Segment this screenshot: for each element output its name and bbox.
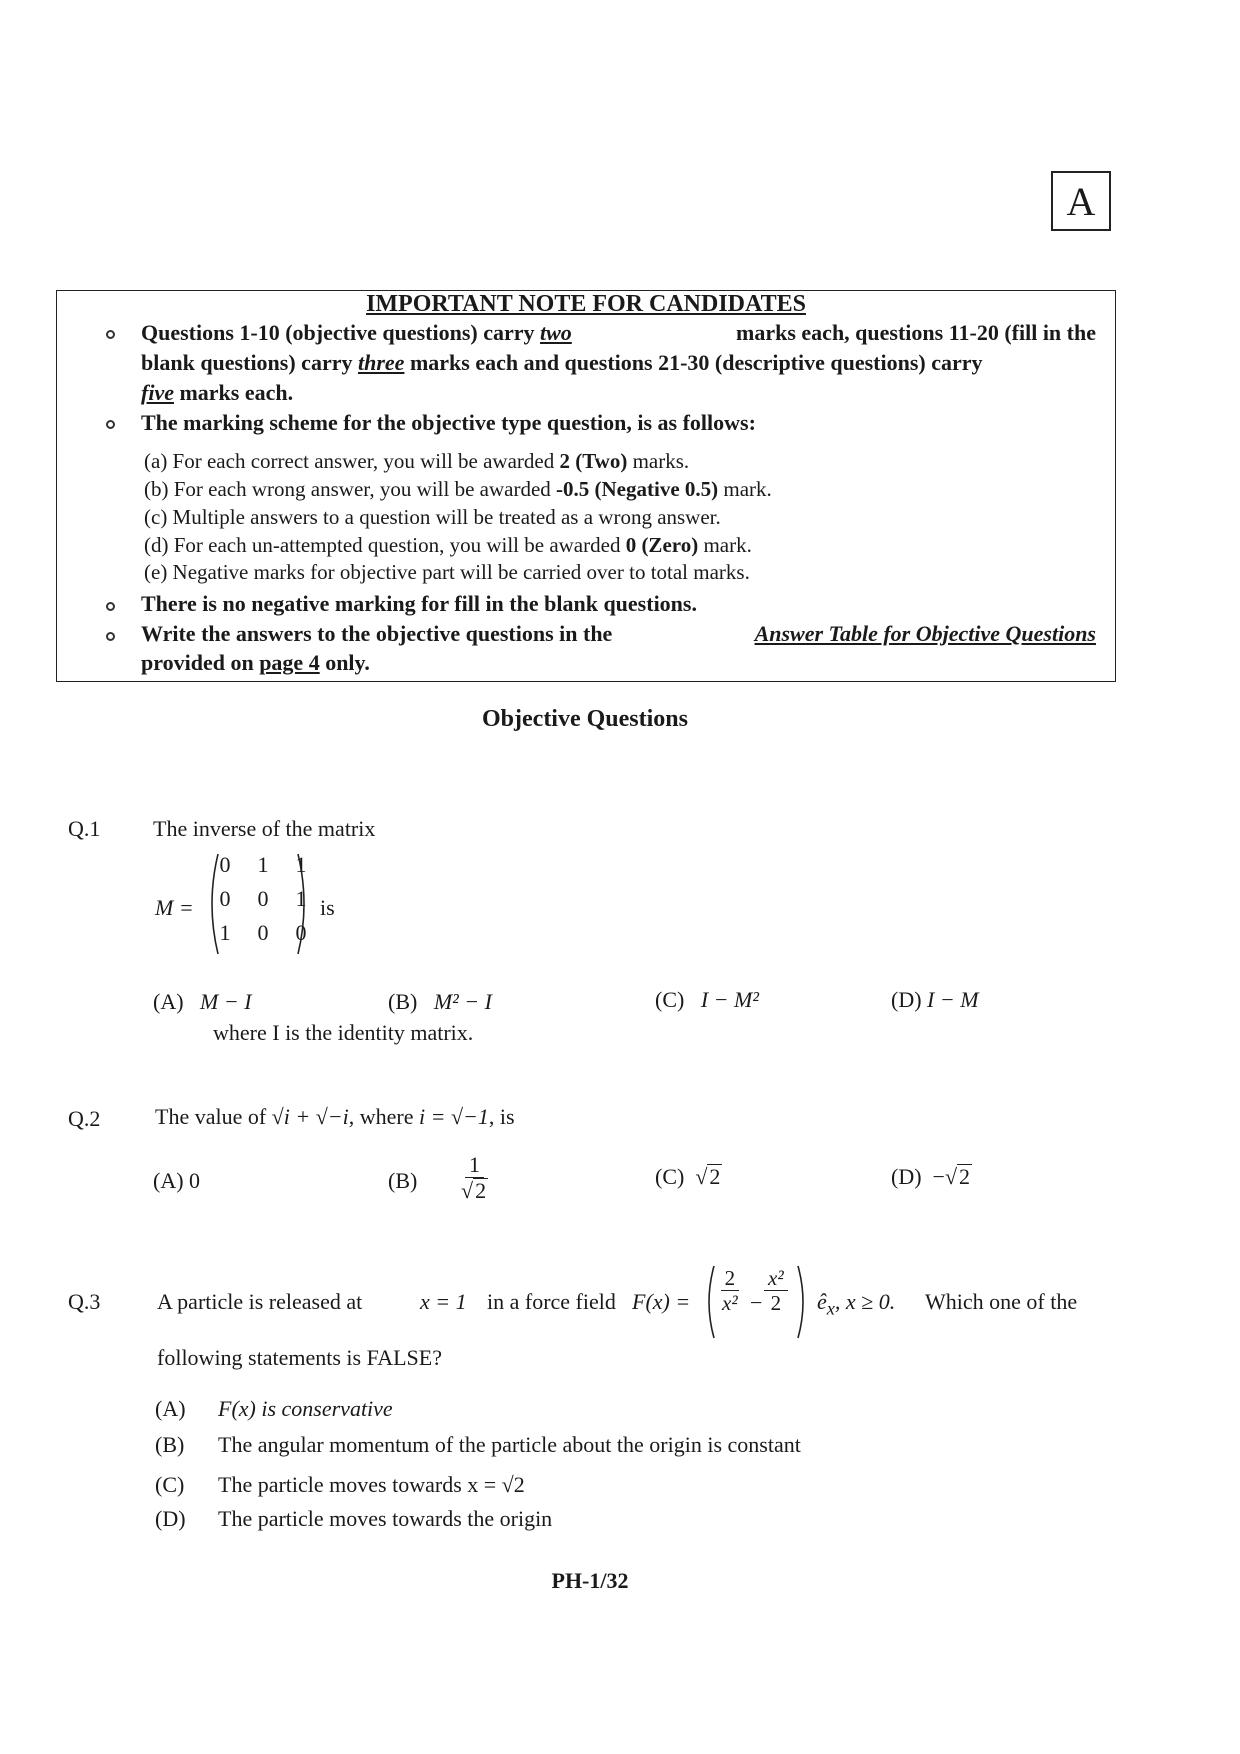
q3-option-a-text: F(x) is conservative xyxy=(218,1396,393,1421)
matrix-cell: 0 xyxy=(219,852,231,877)
q3-option-d-text: The particle moves towards the origin xyxy=(218,1506,553,1531)
q2-option-c: (C) √ 2 xyxy=(655,1164,721,1189)
section-heading: Objective Questions xyxy=(482,706,688,732)
q1-option-d: (D) I − M xyxy=(891,987,979,1012)
bullet-1-dot xyxy=(106,330,115,339)
q1-matrix xyxy=(206,852,320,946)
matrix-cell: 0 xyxy=(295,920,307,945)
q1-lhs: M = xyxy=(155,895,194,920)
matrix-cell: 1 xyxy=(295,886,307,911)
q3-text-a: A particle is released at xyxy=(157,1289,363,1314)
q3-x1: x = 1 xyxy=(420,1289,467,1314)
scheme-e: (e) Negative marks for objective part will be carried over to total marks. xyxy=(144,560,750,584)
emph-five: five xyxy=(141,380,174,405)
bullet-4-line-2: provided on page 4 only. xyxy=(141,650,370,675)
scheme-b: (b) For each wrong answer, you will be awarded -0.5 (Negative 0.5) mark. xyxy=(144,477,772,501)
q3-option-d-label: (D) xyxy=(155,1506,186,1531)
q3-option-b-text: The angular momentum of the particle about the origin is constant xyxy=(218,1432,801,1457)
emph-two: two xyxy=(540,320,572,345)
matrix-cell: 0 xyxy=(257,920,269,945)
q1-note: where I is the identity matrix. xyxy=(213,1020,474,1045)
q2-where: i = √−1 xyxy=(419,1104,489,1129)
q2-option-d: (D) −√ 2 xyxy=(891,1164,971,1189)
q1-option-a: (A) M − I xyxy=(153,989,252,1014)
bullet-1-line-3: five marks each. xyxy=(141,380,294,405)
q3-field-frac2: $\frac{\text{x²}}{2}$ xyxy=(764,1266,788,1315)
bullet-4-line-1: Write the answers to the objective questions in the Answer Table for Objective Questions xyxy=(141,621,1096,646)
scheme-a: (a) For each correct answer, you will be awarded 2 (Two) marks. xyxy=(144,449,690,473)
matrix-cell: 1 xyxy=(257,852,269,877)
q3-option-b-label: (B) xyxy=(155,1432,185,1457)
q2-expr: √i + √−i xyxy=(271,1104,349,1129)
matrix-cell: 1 xyxy=(295,852,307,877)
bullet-3-dot xyxy=(106,602,115,611)
q2-option-b-value: 1 √ 2 xyxy=(461,1152,487,1204)
set-code-box xyxy=(1051,171,1111,231)
q3-text-c: Which one of the xyxy=(925,1289,1078,1314)
matrix-cell: 0 xyxy=(257,886,269,911)
q3-unit-vector: $ê_x$, x ≥ 0. xyxy=(817,1289,896,1319)
scheme-d: (d) For each un-attempted question, you will be awarded 0 (Zero) mark. xyxy=(144,533,752,557)
matrix-cell: 1 xyxy=(219,920,231,945)
q2-text: The value of √i + √−i, where i = √−1, is xyxy=(155,1104,515,1129)
q3-option-c-text: The particle moves towards x = √2 xyxy=(218,1472,525,1497)
q2-option-b-label: (B) xyxy=(388,1168,418,1193)
bullet-4-dot xyxy=(106,632,115,641)
q1-option-c: (C) I − M² xyxy=(655,987,759,1012)
bullet-2-dot xyxy=(106,420,115,429)
note-title: IMPORTANT NOTE FOR CANDIDATES xyxy=(366,291,806,317)
answer-table-link: Answer Table for Objective Questions xyxy=(754,621,1096,646)
q1-number: Q.1 xyxy=(68,816,101,841)
bullet-3-text: There is no negative marking for fill in the blank questions. xyxy=(141,591,697,616)
q3-force: F(x) = xyxy=(632,1289,691,1314)
q1-text: The inverse of the matrix xyxy=(153,816,376,841)
q3-option-a-label: (A) xyxy=(155,1396,186,1421)
q3-minus: − xyxy=(750,1290,763,1315)
q2-option-a: (A) 0 xyxy=(153,1168,201,1193)
q3-line-2: following statements is FALSE? xyxy=(157,1345,442,1370)
page-footer: PH-1/32 xyxy=(551,1568,629,1593)
bullet-1-line-1: Questions 1-10 (objective questions) carry two marks each, questions 11-20 (fill in the xyxy=(141,320,1096,345)
q1-option-b: (B) M² − I xyxy=(388,989,492,1014)
q3-number: Q.3 xyxy=(68,1289,101,1314)
q3-field-frac1: $\frac{2}{\text{x²}}$ xyxy=(722,1266,738,1316)
bullet-1-line-2: blank questions) carry three marks each and questions 21-30 (descriptive questions) carry xyxy=(141,350,983,375)
emph-three: three xyxy=(357,350,405,375)
q3-option-c-label: (C) xyxy=(155,1472,185,1497)
q1-is: is xyxy=(320,895,335,920)
set-code: A xyxy=(1066,178,1096,224)
scheme-c: (c) Multiple answers to a question will be treated as a wrong answer. xyxy=(144,505,721,529)
q3-text-b: in a force field xyxy=(487,1289,616,1314)
bullet-2-text: The marking scheme for the objective type question, is as follows: xyxy=(141,410,756,435)
matrix-cell: 0 xyxy=(219,886,231,911)
q2-number: Q.2 xyxy=(68,1106,101,1131)
